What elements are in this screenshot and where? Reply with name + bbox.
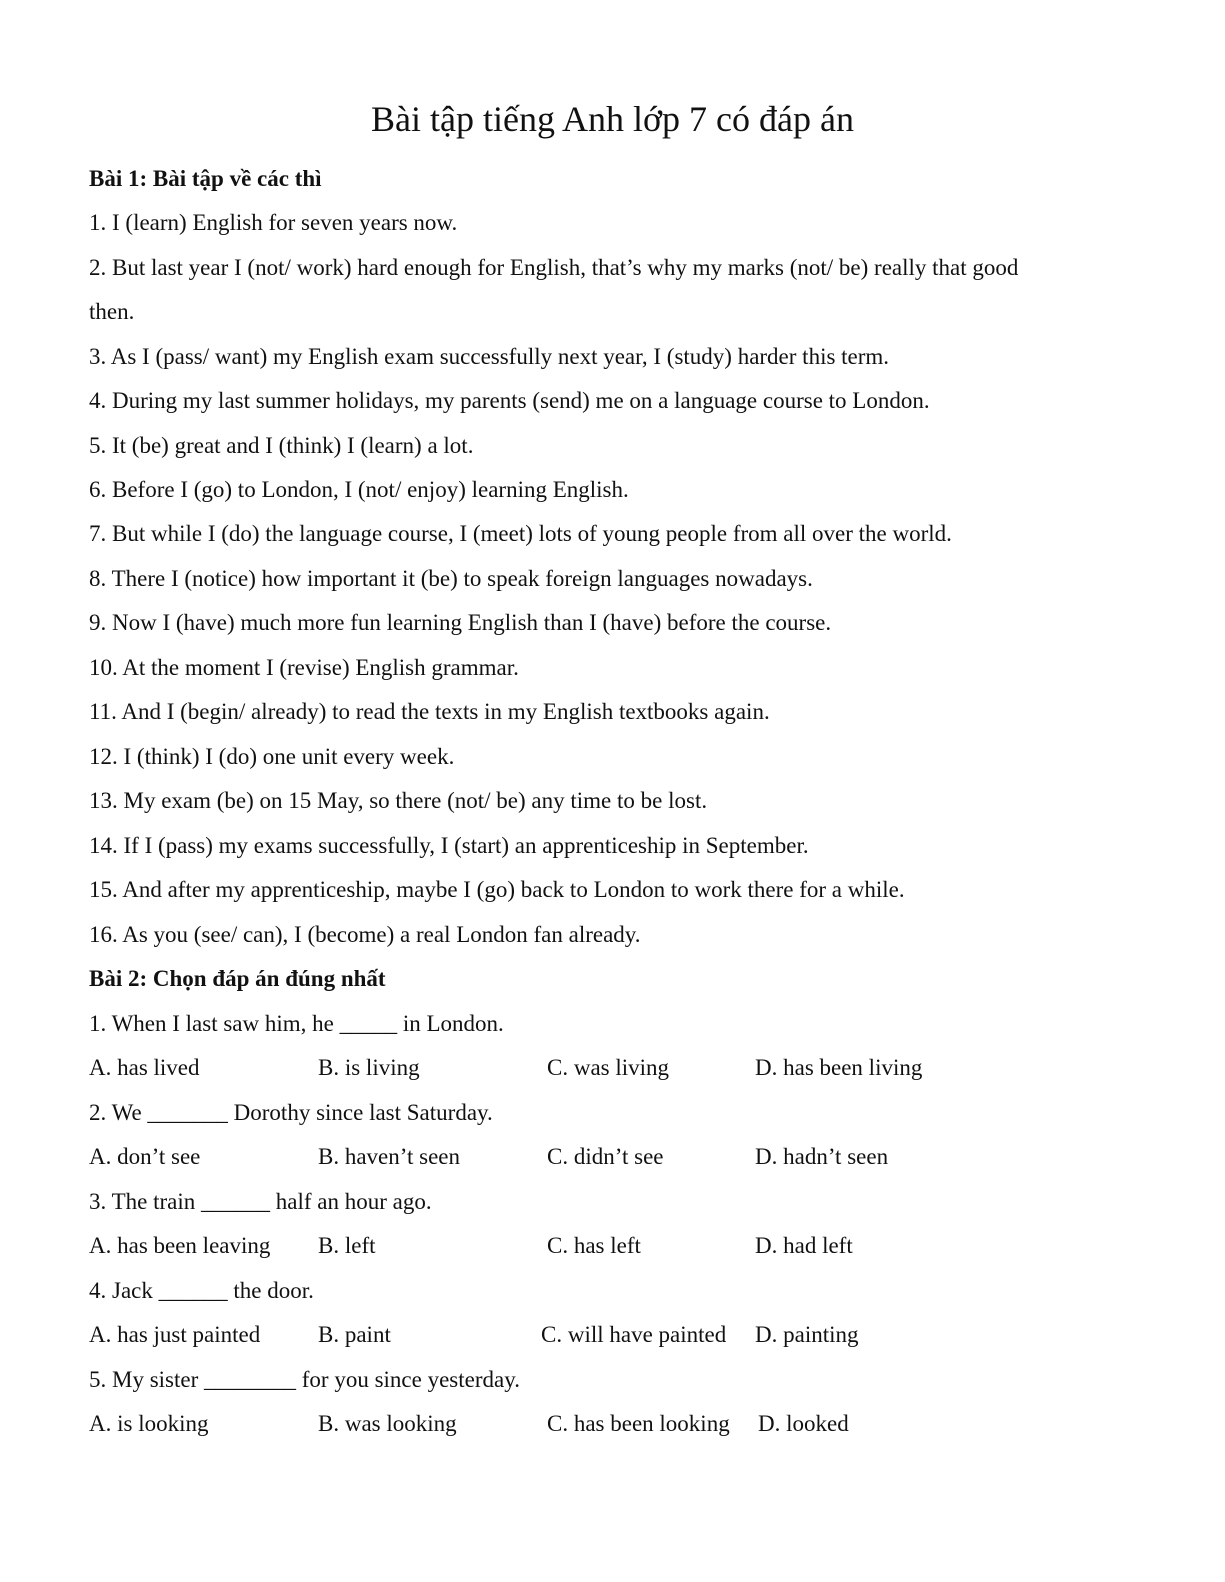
question-text: 5. My sister ________ for you since yesterday. (89, 1367, 520, 1392)
exercise-1-item: 7. But while I (do) the language course, I (meet) lots of young people from all over the world. (89, 521, 952, 546)
exercise-1-item: 15. And after my apprenticeship, maybe I (go) back to London to work there for a while. (89, 877, 905, 902)
question-text: 2. We _______ Dorothy since last Saturday. (89, 1100, 493, 1125)
option-b: B. paint (318, 1322, 391, 1347)
exercise-1-item: 9. Now I (have) much more fun learning English than I (have) before the course. (89, 610, 832, 635)
option-b: B. was looking (318, 1411, 457, 1436)
exercise-1-item: 3. As I (pass/ want) my English exam successfully next year, I (study) harder this term. (89, 344, 890, 369)
option-d: D. hadn’t seen (755, 1144, 889, 1169)
exercise-1-item: 12. I (think) I (do) one unit every week. (89, 744, 455, 769)
option-c: C. has been looking (547, 1411, 730, 1436)
option-d: D. looked (758, 1411, 849, 1436)
exercise-1-item: 5. It (be) great and I (think) I (learn) a lot. (89, 433, 474, 458)
option-d: D. had left (755, 1233, 853, 1258)
option-d: D. has been living (755, 1055, 923, 1080)
page-title: Bài tập tiếng Anh lớp 7 có đáp án (371, 99, 854, 139)
option-c: C. was living (547, 1055, 670, 1080)
section-1-heading: Bài 1: Bài tập về các thì (89, 166, 322, 191)
exercise-1-item: 13. My exam (be) on 15 May, so there (not/ be) any time to be lost. (89, 788, 708, 813)
option-b: B. left (318, 1233, 376, 1258)
option-c: C. didn’t see (547, 1144, 664, 1169)
exercise-1-item: 2. But last year I (not/ work) hard enough for English, that’s why my marks (not/ be) really that good (89, 255, 1019, 280)
section-2-heading: Bài 2: Chọn đáp án đúng nhất (89, 966, 386, 991)
exercise-1-item: 10. At the moment I (revise) English grammar. (89, 655, 519, 680)
option-a: A. don’t see (89, 1144, 201, 1169)
exercise-1-item: 6. Before I (go) to London, I (not/ enjoy) learning English. (89, 477, 629, 502)
option-b: B. is living (318, 1055, 420, 1080)
option-a: A. has lived (89, 1055, 200, 1080)
option-c: C. will have painted (541, 1322, 727, 1347)
question-text: 4. Jack ______ the door. (89, 1278, 314, 1303)
exercise-1-item: 16. As you (see/ can), I (become) a real London fan already. (89, 922, 641, 947)
option-a: A. has been leaving (89, 1233, 271, 1258)
option-c: C. has left (547, 1233, 641, 1258)
option-b: B. haven’t seen (318, 1144, 461, 1169)
option-a: A. is looking (89, 1411, 209, 1436)
question-text: 1. When I last saw him, he _____ in London. (89, 1011, 504, 1036)
question-text: 3. The train ______ half an hour ago. (89, 1189, 432, 1214)
exercise-1-item: 4. During my last summer holidays, my parents (send) me on a language course to London. (89, 388, 930, 413)
option-d: D. painting (755, 1322, 859, 1347)
exercise-1-item: 8. There I (notice) how important it (be) to speak foreign languages nowadays. (89, 566, 813, 591)
exercise-1-item: 11. And I (begin/ already) to read the texts in my English textbooks again. (89, 699, 770, 724)
exercise-1-item-continuation: then. (89, 299, 135, 324)
exercise-1-item: 14. If I (pass) my exams successfully, I (start) an apprenticeship in September. (89, 833, 809, 858)
exercise-1-item: 1. I (learn) English for seven years now. (89, 210, 458, 235)
option-a: A. has just painted (89, 1322, 261, 1347)
